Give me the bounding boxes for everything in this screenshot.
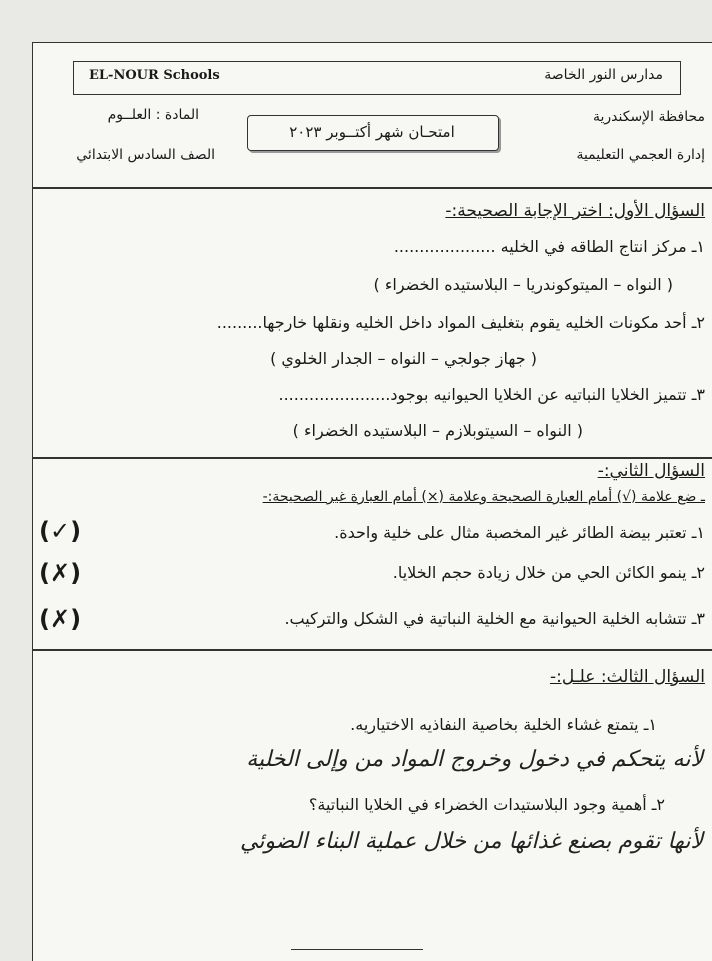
- grade: الصف السادس الابتدائي: [76, 147, 215, 163]
- q3-answer-2: لأنها تقوم بصنع غذائها من خلال عملية البناء الضوئي: [239, 829, 703, 854]
- q3-item-1: ١ـ يتمتع غشاء الخلية بخاصية النفاذيه الاختياريه.: [350, 715, 657, 734]
- q2-mark-3: (✗): [39, 605, 82, 633]
- q2-mark-2: (✗): [39, 559, 82, 587]
- exam-title: امتحـان شهر أكتــوبر ٢٠٢٣: [289, 123, 455, 141]
- q1-options-3: ( النواه – السيتوبلازم – البلاستيده الخضراء ): [292, 421, 583, 440]
- q2-instruction: ـ ضع علامة (√) أمام العبارة الصحيحة وعلامة (×) أمام العبارة غير الصحيحة:-: [262, 489, 705, 505]
- q1-item-2: ٢ـ أحد مكونات الخليه يقوم بتغليف المواد داخل الخليه ونقلها خارجها.........: [216, 313, 705, 332]
- q2-item-2: ٢ـ ينمو الكائن الحي من خلال زيادة حجم الخلايا.: [392, 563, 705, 582]
- q2-item-1: ١ـ تعتبر بيضة الطائر غير المخصبة مثال على خلية واحدة.: [334, 523, 705, 542]
- q3-title: السؤال الثالث: علـل:-: [549, 667, 705, 687]
- q2-title: السؤال الثاني:-: [597, 461, 705, 481]
- exam-sheet: [32, 42, 712, 961]
- q1-item-1: ١ـ مركز انتاج الطاقه في الخليه ....................: [393, 237, 705, 256]
- q3-answer-1: لأنه يتحكم في دخول وخروج المواد من وإلى الخلية: [246, 747, 703, 772]
- q1-divider: [33, 457, 712, 459]
- q3-item-2: ٢ـ أهمية وجود البلاستيدات الخضراء في الخلايا النباتية؟: [308, 795, 665, 814]
- header-divider: [33, 187, 712, 189]
- school-name-ar: مدارس النور الخاصة: [544, 67, 663, 83]
- q2-divider: [33, 649, 712, 651]
- administration: إدارة العجمي التعليمية: [576, 147, 705, 163]
- q1-title: السؤال الأول: اختر الإجابة الصحيحة:-: [445, 201, 705, 221]
- footer-line: [291, 949, 423, 950]
- q1-options-1: ( النواه – الميتوكوندريا – البلاستيده الخضراء ): [373, 275, 673, 294]
- q2-mark-1: (✓): [39, 517, 82, 545]
- q2-item-3: ٣ـ تتشابه الخلية الحيوانية مع الخلية النباتية في الشكل والتركيب.: [284, 609, 705, 628]
- q1-item-3: ٣ـ تتميز الخلايا النباتيه عن الخلايا الحيوانيه بوجود......................: [278, 385, 705, 404]
- school-name-en: EL-NOUR Schools: [89, 68, 220, 83]
- subject: المادة : العلــوم: [107, 107, 199, 123]
- governorate: محافظة الإسكندرية: [592, 109, 705, 125]
- q1-options-2: ( جهاز جولجي – النواه – الجدار الخلوي ): [270, 349, 537, 368]
